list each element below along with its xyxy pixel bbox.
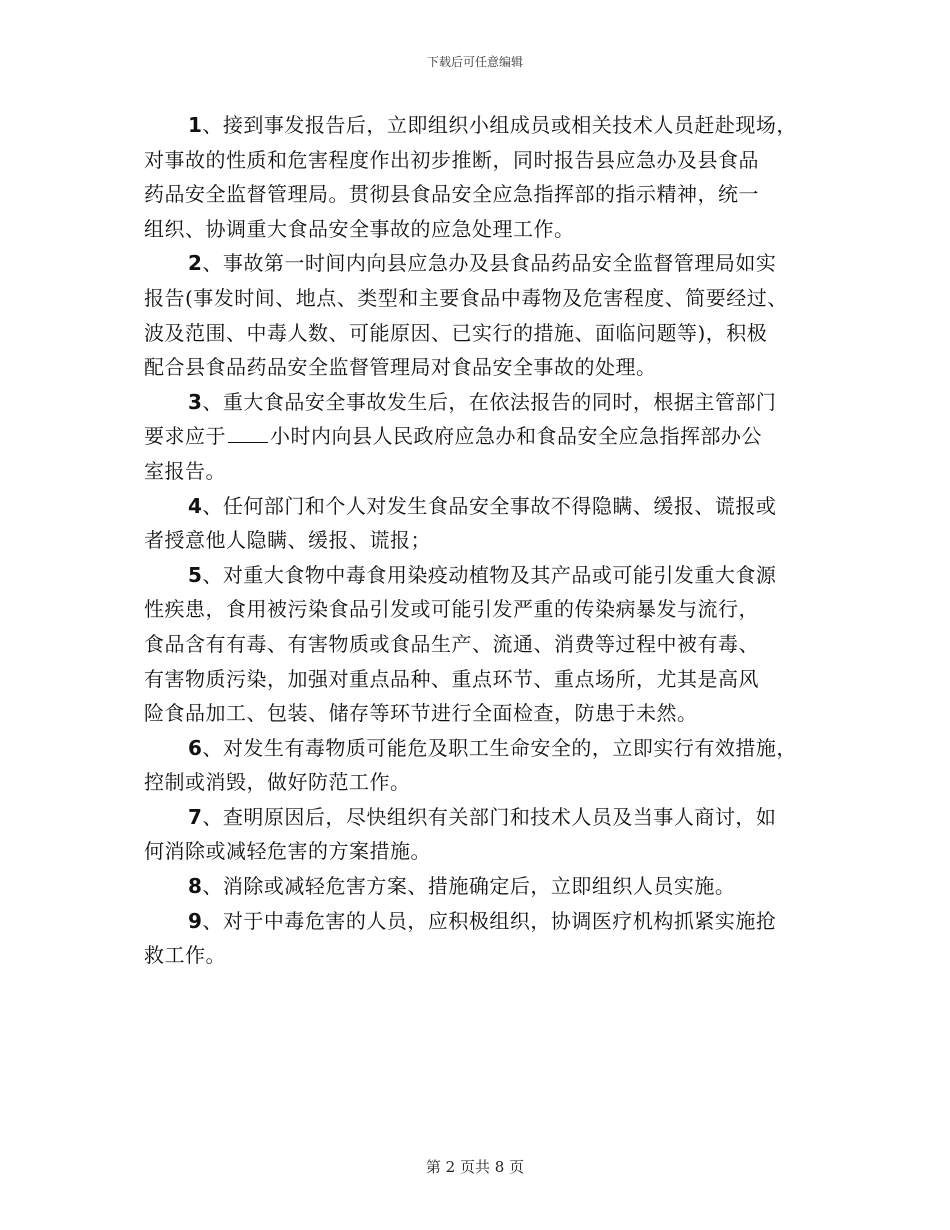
paragraph-line: 有害物质污染，加强对重点品种、重点环节、重点场所，尤其是高风 bbox=[144, 666, 759, 691]
fill-in-blank bbox=[228, 424, 268, 443]
item-number: 5 bbox=[188, 562, 203, 587]
list-item bbox=[144, 869, 810, 904]
paragraph-line: 波及范围、中毒人数、可能原因、已实行的措施、面临问题等)，积极 bbox=[144, 320, 768, 345]
paragraph-line: 食品含有有毒、有害物质或食品生产、流通、消费等过程中被有毒、 bbox=[144, 631, 759, 656]
list-item bbox=[144, 246, 810, 384]
paragraph-line: 、对发生有毒物质可能危及职工生命安全的，立即实行有效措施， bbox=[202, 735, 797, 760]
item-number: 7 bbox=[188, 804, 203, 829]
paragraph-line: 救工作。 bbox=[144, 943, 226, 968]
paragraph-line: 、接到事发报告后，立即组织小组成员或相关技术人员赶赴现场， bbox=[202, 113, 797, 137]
paragraph-line: 、事故第一时间内向县应急办及县食品药品安全监督管理局如实 bbox=[202, 251, 777, 276]
paragraph-line: 对事故的性质和危害程度作出初步推断，同时报告县应急办及县食品 bbox=[144, 147, 759, 172]
item-number: 1 bbox=[188, 113, 203, 137]
paragraph-line: 、重大食品安全事故发生后，在依法报告的同时，根据主管部门 bbox=[202, 389, 777, 414]
paragraph-line: 何消除或减轻危害的方案措施。 bbox=[144, 839, 431, 864]
paragraph-line: 小时内向县人民政府应急办和食品安全应急指挥部办公 bbox=[270, 424, 762, 449]
list-item bbox=[144, 558, 810, 731]
paragraph-line: 室报告。 bbox=[144, 458, 226, 483]
paragraph-line: 者授意他人隐瞒、缓报、谎报； bbox=[144, 528, 431, 553]
list-item bbox=[144, 800, 810, 869]
paragraph-line: 、消除或减轻危害方案、措施确定后，立即组织人员实施。 bbox=[202, 874, 736, 899]
paragraph-line: 、对于中毒危害的人员，应积极组织，协调医疗机构抓紧实施抢 bbox=[202, 908, 777, 933]
item-number: 4 bbox=[188, 493, 203, 518]
paragraph-line: 险食品加工、包装、储存等环节进行全面检查，防患于未然。 bbox=[144, 701, 698, 726]
item-number: 3 bbox=[188, 389, 203, 414]
paragraph-line: 、对重大食物中毒食用染疫动植物及其产品或可能引发重大食源 bbox=[202, 562, 777, 587]
list-item bbox=[144, 904, 810, 973]
page-number: 第 2 页共 8 页 bbox=[425, 1158, 525, 1176]
paragraph-line: 报告(事发时间、地点、类型和主要食品中毒物及危害程度、简要经过、 bbox=[144, 285, 788, 310]
item-number: 9 bbox=[188, 908, 203, 933]
paragraph-line: 配合县食品药品安全监督管理局对食品安全事故的处理。 bbox=[144, 355, 657, 380]
paragraph-line: 控制或消毁，做好防范工作。 bbox=[144, 770, 411, 795]
list-item bbox=[144, 731, 810, 800]
item-number: 2 bbox=[188, 251, 203, 276]
paragraph-line: 、查明原因后，尽快组织有关部门和技术人员及当事人商讨，如 bbox=[202, 804, 777, 829]
header-note: 下载后可任意编辑 bbox=[426, 55, 523, 69]
paragraph-line: 药品安全监督管理局。贯彻县食品安全应急指挥部的指示精神，统一 bbox=[144, 182, 759, 207]
item-number: 8 bbox=[188, 874, 203, 899]
paragraph-line: 、任何部门和个人对发生食品安全事故不得隐瞒、缓报、谎报或 bbox=[202, 493, 777, 518]
document-body bbox=[144, 108, 810, 973]
paragraph-line: 组织、协调重大食品安全事故的应急处理工作。 bbox=[144, 216, 575, 241]
list-item bbox=[144, 385, 810, 489]
list-item bbox=[144, 108, 810, 246]
item-number: 6 bbox=[188, 735, 203, 760]
paragraph-line: 要求应于 bbox=[144, 424, 226, 449]
paragraph-line: 性疾患，食用被污染食品引发或可能引发严重的传染病暴发与流行， bbox=[144, 597, 759, 622]
list-item bbox=[144, 489, 810, 558]
